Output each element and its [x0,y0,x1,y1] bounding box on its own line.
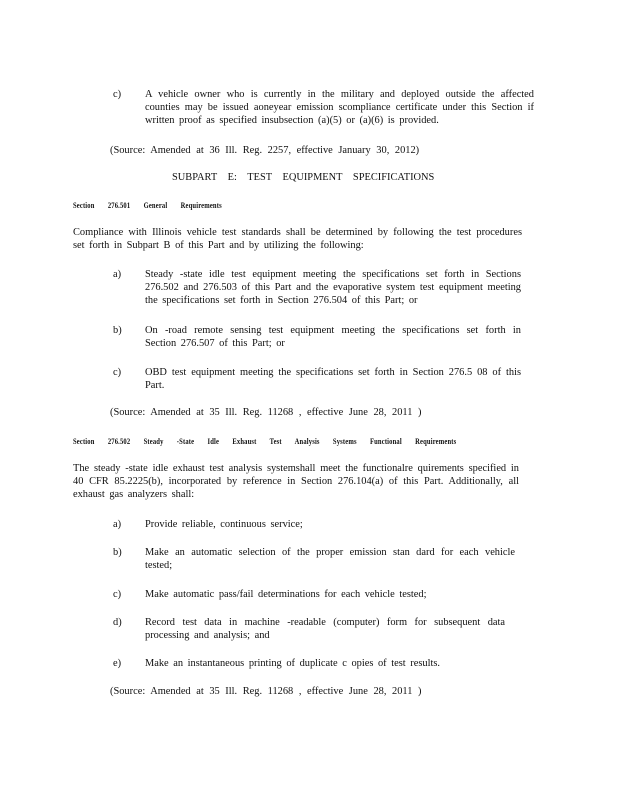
item-text: Make automatic pass/fail determinations for each vehicle tested; [145,589,427,600]
item-text: OBD test equipment meeting the specifications set forth in Section 276.5 08 of this Part. [145,367,521,391]
section-heading: Section 276.502 Steady -State Idle Exhaust Test Analysis Systems Functional Requirements [73,437,457,446]
subpart-heading: SUBPART E: TEST EQUIPMENT SPECIFICATIONS [172,172,435,183]
section-intro: Compliance with Illinois vehicle test standards shall be determined by following the test procedures set forth in Subpart B of this Part and by utilizing the following: [73,227,522,251]
item-label-c: c) [113,89,122,100]
item-text: Make an automatic selection of the proper emission stan dard for each vehicle tested; [145,547,515,571]
item-label: a) [113,269,122,280]
item-text: Steady -state idle test equipment meeting the specifications set forth in Sections 276.502 and 276.503 of this Part and the evaporative system test equipment meeting the specifications set forth in Section 276.504 of this Part; or [145,269,521,306]
item-label: c) [113,589,122,600]
item-text: On -road remote sensing test equipment meeting the specifications set forth in Section 276.507 of this Part; or [145,325,521,349]
section-heading: Section 276.501 General Requirements [73,201,222,210]
source-note: (Source: Amended at 36 Ill. Reg. 2257, effective January 30, 2012) [110,145,420,156]
source-note: (Source: Amended at 35 Ill. Reg. 11268 , effective June 28, 2011 ) [110,686,422,697]
item-label: b) [113,325,122,336]
item-label: e) [113,658,122,669]
item-text: Provide reliable, continuous service; [145,519,303,530]
item-label: b) [113,547,122,558]
item-text: Make an instantaneous printing of duplicate c opies of test results. [145,658,440,669]
item-label: a) [113,519,122,530]
item-label: c) [113,367,122,378]
item-text: Record test data in machine -readable (computer) form for subsequent data processing and analysis; and [145,617,505,641]
section-intro: The steady -state idle exhaust test analysis systemshall meet the functionalre quirements specified in 40 CFR 85.2225(b), incorporated by reference in Section 276.104(a) of this Part. Additionally, all exhaust gas analyzers shall: [73,463,519,500]
item-label: d) [113,617,122,628]
source-note: (Source: Amended at 35 Ill. Reg. 11268 , effective June 28, 2011 ) [110,407,422,418]
item-text-c: A vehicle owner who is currently in the military and deployed outside the affected counties may be issued aoneyear emission scompliance certificate under this Section if written proof as specified insubsection (a)(5) or (a)(6) is provided. [145,89,534,126]
